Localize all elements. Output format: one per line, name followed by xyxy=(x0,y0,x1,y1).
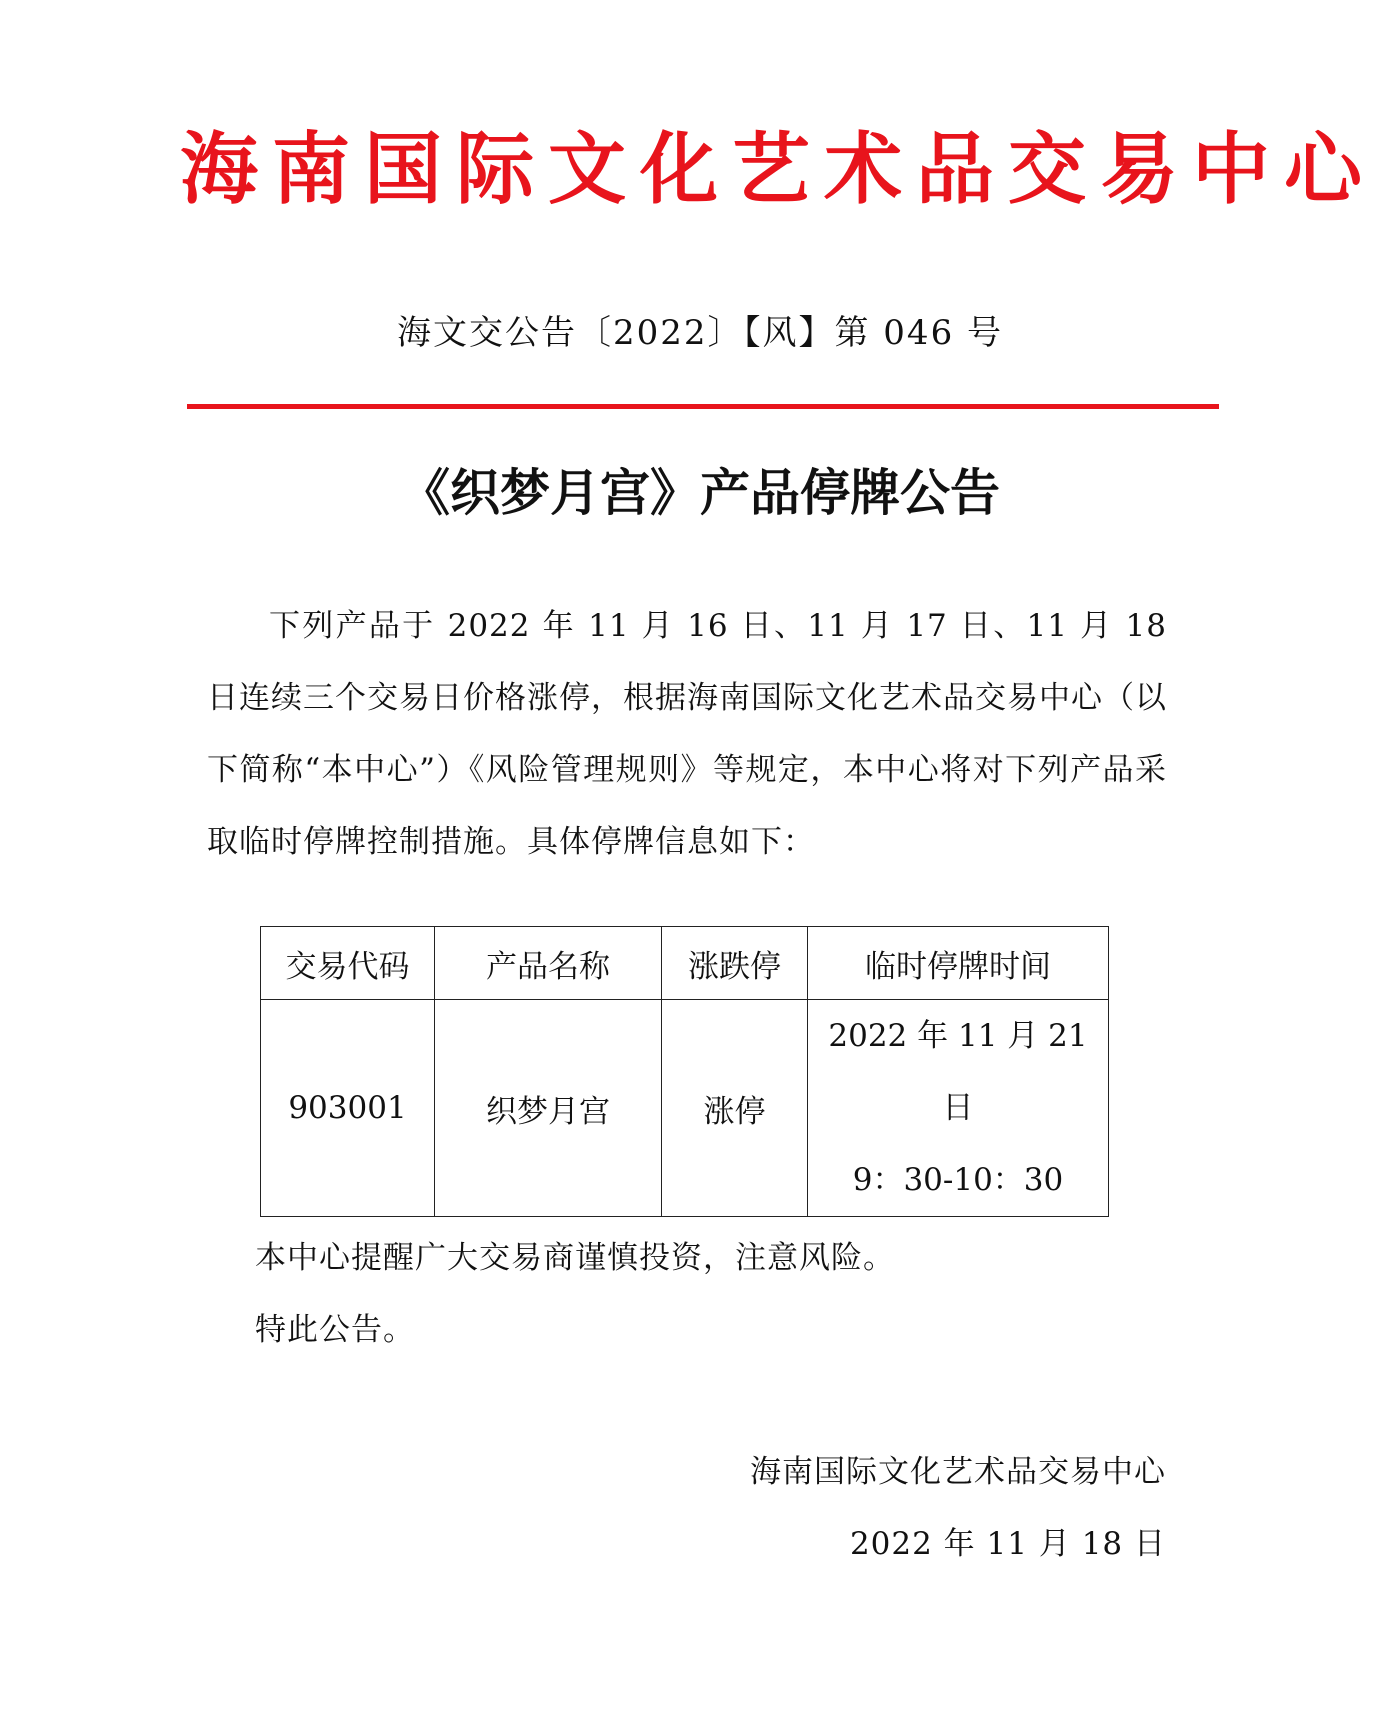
suspension-table xyxy=(260,926,1109,1217)
header-trade-code: 交易代码 xyxy=(261,927,435,1000)
closing-section xyxy=(255,1222,1155,1366)
signature-block xyxy=(466,1436,1166,1580)
announcement-closing: 特此公告。 xyxy=(255,1312,415,1348)
cell-product-name: 织梦月宫 xyxy=(435,1000,662,1217)
organization-header: 海南国际文化艺术品交易中心 xyxy=(180,124,1377,215)
red-divider-rule xyxy=(187,404,1219,409)
signature-date: 2022 年 11 月 18 日 xyxy=(849,1526,1166,1562)
suspension-time-range: 9：30-10：30 xyxy=(852,1162,1064,1198)
document-number: 海文交公告〔2022〕【风】第 046 号 xyxy=(396,313,1004,353)
header-product-name: 产品名称 xyxy=(435,927,662,1000)
header-suspension-time: 临时停牌时间 xyxy=(808,927,1109,1000)
risk-reminder: 本中心提醒广大交易商谨慎投资，注意风险。 xyxy=(255,1240,895,1276)
cell-suspension-time xyxy=(808,1000,1109,1217)
table-header-row xyxy=(261,927,1109,1000)
header-price-limit: 涨跌停 xyxy=(662,927,808,1000)
suspension-date: 2022 年 11 月 21 日 xyxy=(828,1018,1088,1126)
body-paragraph: 下列产品于 2022 年 11 月 16 日、11 月 17 日、11 月 18 日连续三个交易日价格涨停，根据海南国际文化艺术品交易中心（以下简称“本中心”）《风险管理规则》等规定，本中心将对下列产品采取临时停牌控制措施。具体停牌信息如下： xyxy=(207,608,1167,860)
signature-organization: 海南国际文化艺术品交易中心 xyxy=(750,1454,1166,1490)
table-row xyxy=(261,1000,1109,1217)
cell-trade-code: 903001 xyxy=(261,1000,435,1217)
document-title: 《织梦月宫》产品停牌公告 xyxy=(400,464,1000,522)
cell-price-limit: 涨停 xyxy=(662,1000,808,1217)
